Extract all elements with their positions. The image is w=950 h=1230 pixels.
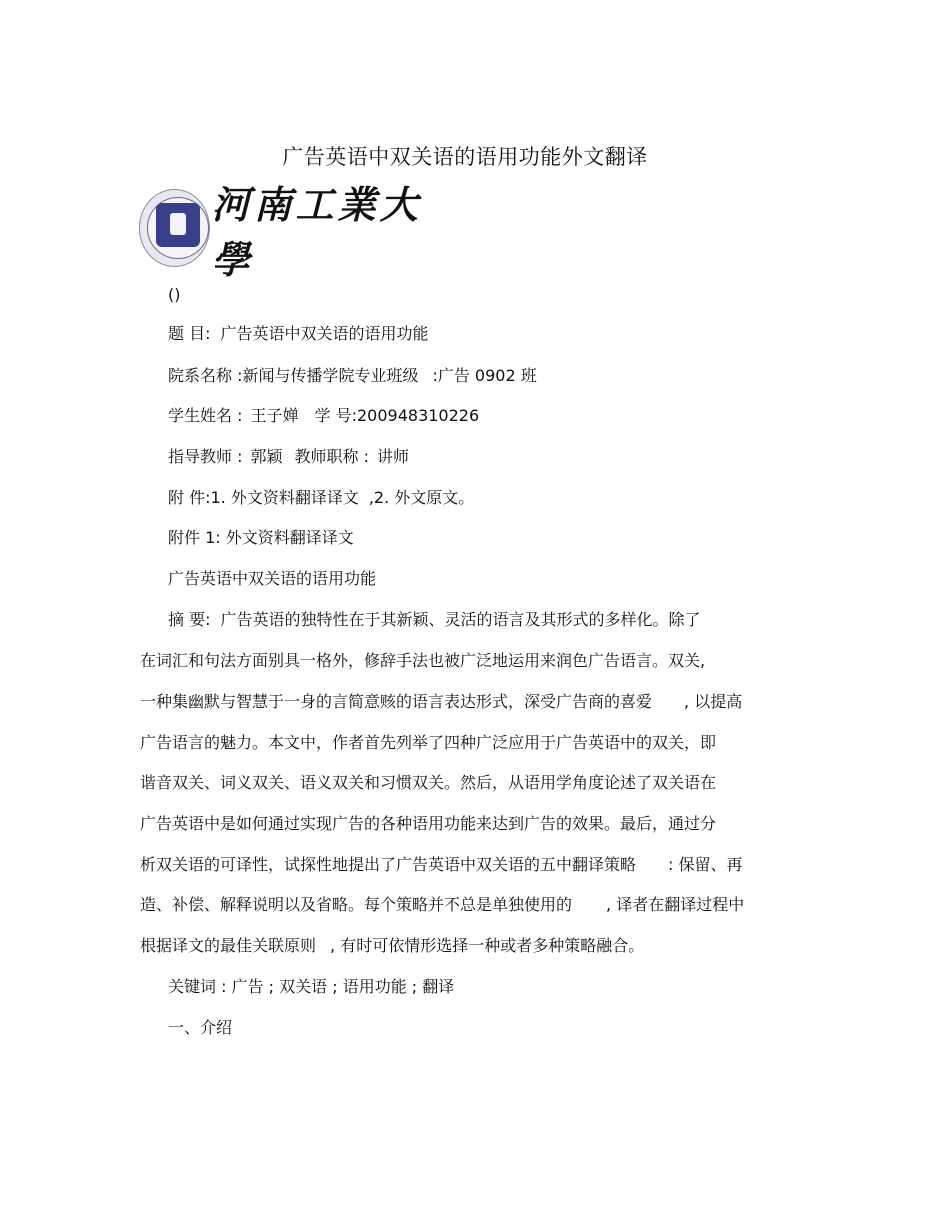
attachment-2: ,2. 外文原文。 [368, 488, 475, 507]
document-title: 广告英语中双关语的语用功能外文翻译 [282, 145, 648, 169]
abstract-label: 摘 要: [168, 610, 211, 629]
abstract-line-9: 根据译文的最佳关联原则 , 有时可依情形选择一种或者多种策略融合。 [140, 936, 645, 955]
class-label: :广告 [432, 366, 470, 385]
topic-row [168, 324, 429, 344]
student-id-label: 学 号: [314, 406, 357, 425]
abstract-line-5: 谐音双关、词义双关、语义双关和习惯双关。然后，从语用学角度论述了双关语在 [140, 773, 717, 792]
advisor-row [168, 447, 409, 467]
university-wordmark: 河南工業大學 [211, 182, 422, 282]
university-seal-icon [139, 189, 210, 267]
student-id: 200948310226 [356, 406, 480, 425]
topic-value: 广告英语中双关语的语用功能 [220, 324, 429, 343]
empty-parentheses: () [168, 285, 181, 304]
topic-label: 题 目: [168, 324, 211, 343]
abstract-line-4: 广告语言的魅力。本文中，作者首先列举了四种广泛应用于广告英语中的双关，即 [140, 733, 717, 752]
advisor-title-label: 教师职称 : [294, 447, 369, 466]
section-title: 广告英语中双关语的语用功能 [168, 569, 377, 588]
dept-value: 新闻与传播学院专业班级 [242, 366, 419, 385]
keywords: 关键词 : 广告 ; 双关语 ; 语用功能 ; 翻译 [168, 977, 455, 996]
section-one-heading: 一、介绍 [168, 1018, 233, 1037]
advisor-name: 郭颖 [250, 447, 283, 466]
abstract-line-8: 造、补偿、解释说明以及省略。每个策略并不总是单独使用的 , 译者在翻译过程中 [140, 895, 745, 914]
abstract-line-6: 广告英语中是如何通过实现广告的各种语用功能来达到广告的效果。最后，通过分 [140, 814, 717, 833]
attachment-heading: 附件 1: 外文资料翻译译文 [168, 528, 354, 547]
advisor-label: 指导教师 : [168, 447, 243, 466]
advisor-title: 讲师 [376, 447, 409, 466]
student-name: 王子婵 [250, 406, 299, 425]
department-row [168, 366, 537, 386]
abstract-line-2: 在词汇和句法方面别具一格外，修辞手法也被广泛地运用来润色广告语言。双关, [140, 651, 706, 670]
attachments-row [168, 488, 474, 508]
abstract-line-1: 摘 要: 广告英语的独特性在于其新颖、灵活的语言及其形式的多样化。除了 [168, 610, 701, 629]
attachments-label: 附 件: [168, 488, 211, 507]
university-logo [139, 182, 439, 282]
abstract-line-7: 析双关语的可译性，试探性地提出了广告英语中双关语的五中翻译策略 : 保留、再 [140, 855, 743, 874]
dept-label: 院系名称 : [168, 366, 243, 385]
class-value: 0902 班 [474, 366, 537, 385]
attachment-1: 1. 外文资料翻译译文 [210, 488, 359, 507]
abstract-line-3: 一种集幽默与智慧于一身的言简意赅的语言表达形式，深受广告商的喜爱 , 以提高 [140, 692, 743, 711]
student-row [168, 406, 479, 426]
student-label: 学生姓名 : [168, 406, 243, 425]
